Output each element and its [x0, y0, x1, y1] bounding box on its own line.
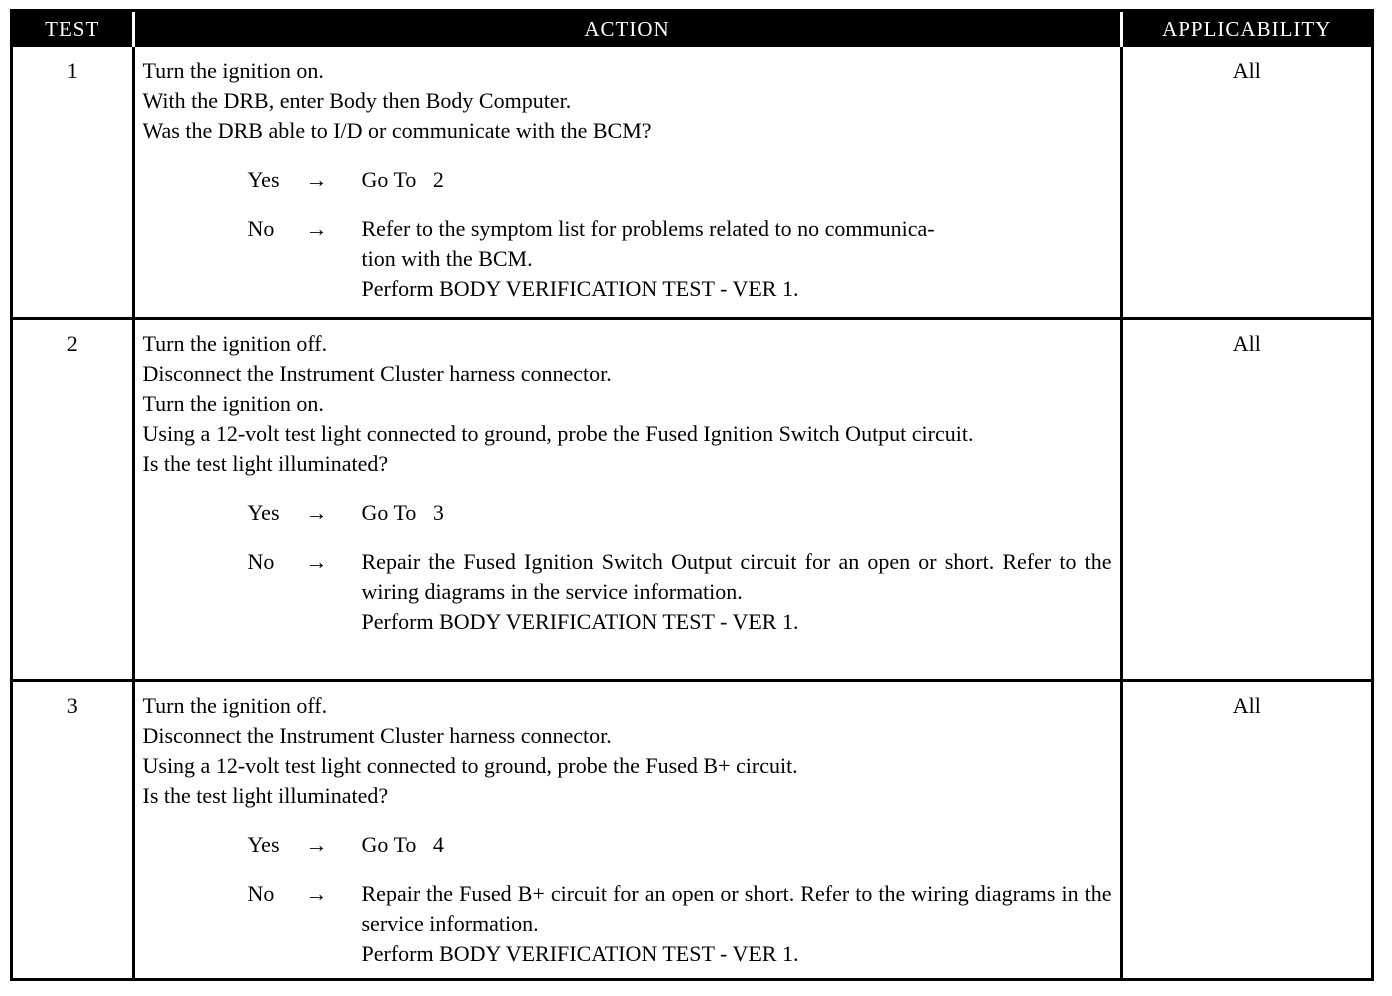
- test-number: 3: [13, 680, 133, 978]
- yes-label: Yes: [247, 831, 280, 857]
- test-row-1: [13, 47, 1371, 318]
- yes-branch: [248, 165, 1112, 195]
- applicability-value: All: [1121, 318, 1371, 680]
- test-number: 2: [13, 318, 133, 680]
- arrow-icon: →: [305, 499, 328, 525]
- action-cell: [133, 318, 1121, 680]
- test-row-2: [13, 318, 1371, 680]
- header-test: TEST: [13, 12, 133, 47]
- action-step: Disconnect the Instrument Cluster harness connector.: [142, 360, 612, 386]
- goto-text: Go To 4: [361, 831, 444, 857]
- no-result: [362, 879, 1112, 969]
- action-cell: [133, 47, 1121, 318]
- no-result-line: Perform BODY VERIFICATION TEST - VER 1.: [361, 940, 799, 966]
- yes-branch: [248, 498, 1112, 528]
- header-row: [13, 12, 1371, 47]
- action-step: Is the test light illuminated?: [142, 782, 389, 808]
- test-row-3: [13, 680, 1371, 978]
- goto-text: Go To 2: [361, 167, 444, 192]
- no-result-line: Perform BODY VERIFICATION TEST - VER 1.: [361, 276, 799, 301]
- action-step: Disconnect the Instrument Cluster harness connector.: [142, 722, 612, 748]
- no-branch: [248, 214, 1112, 304]
- no-branch: [248, 547, 1112, 637]
- yes-result: [362, 498, 1112, 528]
- action-step: Turn the ignition on.: [142, 58, 324, 83]
- arrow-icon: →: [305, 880, 328, 906]
- no-label: No: [247, 880, 275, 906]
- no-result-line: tion with the BCM.: [361, 246, 533, 271]
- action-step: Was the DRB able to I/D or communicate with the BCM?: [142, 118, 652, 143]
- goto-text: Go To 3: [361, 499, 444, 525]
- arrow-icon: →: [305, 216, 328, 241]
- action-step: Using a 12-volt test light connected to ground, probe the Fused B+ circuit.: [142, 752, 798, 778]
- arrow-icon: →: [305, 831, 328, 857]
- header-applicability: APPLICABILITY: [1121, 12, 1371, 47]
- action-step: Using a 12-volt test light connected to ground, probe the Fused Ignition Switch Output circuit.: [142, 420, 974, 446]
- diagnostic-test-table: [10, 9, 1374, 981]
- no-branch: [248, 879, 1112, 969]
- yes-label: Yes: [247, 499, 280, 525]
- yes-result: [362, 830, 1112, 860]
- action-step: With the DRB, enter Body then Body Computer.: [142, 88, 572, 113]
- no-result: [362, 547, 1112, 637]
- applicability-value: All: [1121, 47, 1371, 318]
- no-result-line: Perform BODY VERIFICATION TEST - VER 1.: [361, 608, 799, 634]
- action-step: Is the test light illuminated?: [142, 450, 389, 476]
- header-action: ACTION: [133, 12, 1121, 47]
- yes-label: Yes: [247, 167, 280, 192]
- action-step: Turn the ignition on.: [142, 390, 324, 416]
- applicability-value: All: [1121, 680, 1371, 978]
- no-result-line: Repair the Fused Ignition Switch Output circuit for an open or short. Refer to the wiring diagrams in the service information.: [361, 548, 1112, 604]
- action-step: Turn the ignition off.: [142, 330, 328, 356]
- yes-result: [362, 165, 1112, 195]
- action-cell: [133, 680, 1121, 978]
- yes-branch: [248, 830, 1112, 860]
- test-number: 1: [66, 58, 78, 83]
- arrow-icon: →: [305, 167, 328, 192]
- no-result-line: Refer to the symptom list for problems related to no communica-: [361, 216, 935, 241]
- no-result: [362, 214, 1112, 304]
- test-table: [13, 12, 1371, 978]
- no-label: No: [247, 548, 275, 574]
- action-step: Turn the ignition off.: [142, 692, 328, 718]
- arrow-icon: →: [305, 548, 328, 574]
- no-result-line: Repair the Fused B+ circuit for an open or short. Refer to the wiring diagrams in the service information.: [361, 880, 1112, 936]
- no-label: No: [247, 216, 275, 241]
